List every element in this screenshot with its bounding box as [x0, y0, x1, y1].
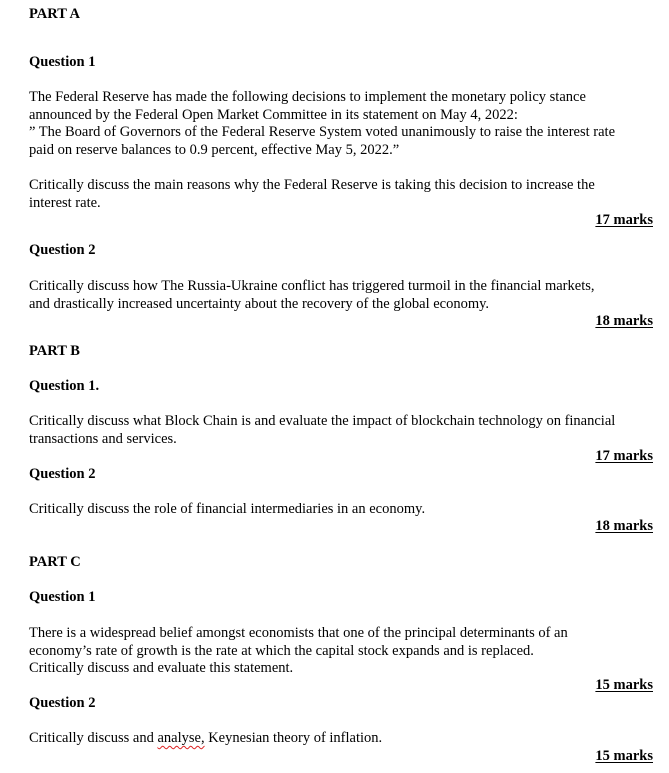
part-a-question-2-marks: 18 marks: [595, 313, 653, 329]
text-line: Critically discuss what Block Chain is and evaluate the impact of blockchain technology on financial: [29, 413, 616, 429]
task-text-before: Critically discuss and: [29, 730, 158, 746]
part-b-question-2-heading: Question 2: [29, 466, 96, 482]
part-c-question-2-task: [29, 730, 654, 748]
part-a-question-2-task: [29, 278, 654, 313]
part-b-question-1-task: [29, 413, 654, 448]
part-b-question-2-marks: 18 marks: [595, 518, 653, 534]
text-line: ” The Board of Governors of the Federal Reserve System voted unanimously to raise the interest rate: [29, 124, 616, 140]
text-line: and drastically increased uncertainty about the recovery of the global economy.: [29, 295, 490, 312]
text-line: There is a widespread belief amongst economists that one of the principal determinants of an: [29, 625, 568, 641]
text-line: The Federal Reserve has made the following decisions to implement the monetary policy stance: [29, 89, 586, 105]
task-text-after: Keynesian theory of inflation.: [204, 730, 383, 746]
part-a-question-1-task: [29, 177, 654, 212]
part-c-question-1-task: [29, 625, 654, 678]
part-a-question-2-heading: Question 2: [29, 242, 96, 258]
part-b-title: PART B: [29, 343, 80, 359]
text-line: Critically discuss and evaluate this statement.: [29, 660, 294, 676]
part-b-question-2-task: [29, 501, 654, 519]
text-line: transactions and services.: [29, 430, 177, 447]
part-b-question-1-heading: Question 1.: [29, 378, 100, 394]
part-c-title: PART C: [29, 554, 81, 570]
part-a-question-1-heading: Question 1: [29, 54, 96, 70]
text-line: Critically discuss the main reasons why the Federal Reserve is taking this decision to increase the: [29, 177, 595, 193]
text-line: paid on reserve balances to 0.9 percent, effective May 5, 2022.”: [29, 141, 400, 158]
part-c-question-1-heading: Question 1: [29, 589, 96, 605]
part-b-question-1-marks: 17 marks: [595, 448, 653, 464]
text-line: announced by the Federal Open Market Committee in its statement on May 4, 2022:: [29, 106, 518, 123]
part-a-question-1-intro: [29, 89, 654, 159]
part-c-question-1-marks: 15 marks: [595, 677, 653, 693]
text-line: economy’s rate of growth is the rate at which the capital stock expands and is replaced.: [29, 642, 534, 659]
spellcheck-flagged-word[interactable]: analyse,: [157, 730, 205, 746]
part-c-question-2-heading: Question 2: [29, 695, 96, 711]
part-a-question-1-marks: 17 marks: [595, 212, 653, 228]
text-line: Critically discuss the role of financial intermediaries in an economy.: [29, 501, 426, 517]
text-line: interest rate.: [29, 194, 101, 211]
text-line: Critically discuss how The Russia-Ukraine conflict has triggered turmoil in the financial markets,: [29, 278, 595, 294]
part-a-title: PART A: [29, 6, 80, 22]
part-c-question-2-marks: 15 marks: [595, 748, 653, 764]
text-line: [29, 730, 654, 748]
